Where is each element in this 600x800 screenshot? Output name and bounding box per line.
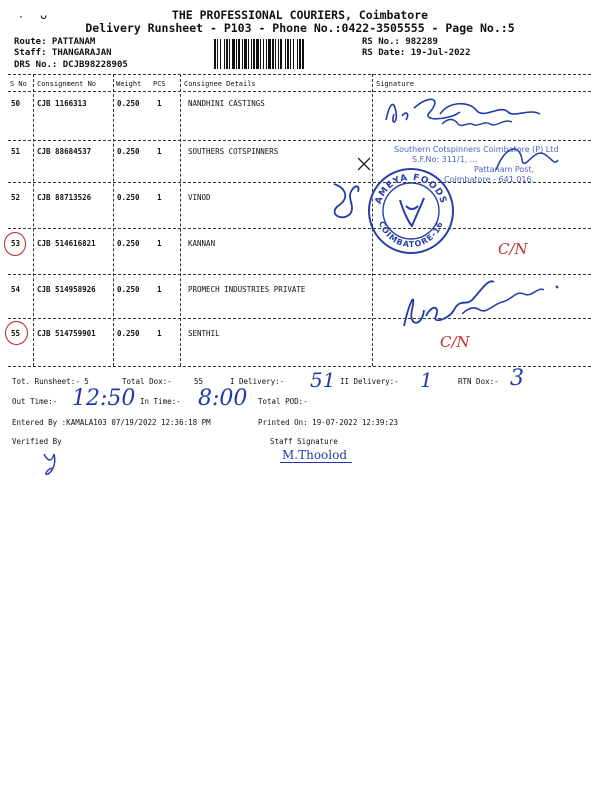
barcode-bar: [232, 39, 235, 69]
cell-consignee: SENTHIL: [188, 329, 220, 338]
signature-row51: [492, 140, 562, 180]
southern-stamp-line: Southern Cotspinners Coimbatore (P) Ltd: [394, 145, 559, 154]
barcode-bar: [285, 39, 286, 69]
barcode-bar: [238, 39, 240, 69]
in-time-value: 8:00: [198, 386, 248, 411]
cell-consignment: CJB 514759901: [37, 329, 96, 338]
ii-delivery-value: 1: [420, 368, 433, 392]
barcode-bar: [229, 39, 230, 69]
barcode-bar: [290, 39, 291, 69]
ii-delivery-label: II Delivery:-: [340, 377, 399, 386]
barcode-bar: [214, 39, 216, 69]
cell-sno: 53: [11, 239, 21, 248]
staff-label: Staff: THANGARAJAN: [14, 48, 112, 58]
barcode-bar: [248, 39, 249, 69]
corner-mark: ·: [18, 12, 25, 23]
cell-sno: 51: [11, 147, 21, 156]
col-header-sno: S No: [10, 80, 27, 88]
cell-sno: 52: [11, 193, 21, 202]
runsheet-title: Delivery Runsheet - P103 - Phone No.:0422-3505555 - Page No.:5: [85, 21, 515, 35]
cell-pcs: 1: [157, 329, 162, 338]
i-delivery-label: I Delivery:-: [230, 377, 285, 386]
barcode-bar: [256, 39, 259, 69]
cell-weight: 0.250: [117, 193, 140, 202]
cell-weight: 0.250: [117, 239, 140, 248]
barcode-bar: [293, 39, 294, 69]
barcode-bar: [268, 39, 271, 69]
route-label: Route: PATTANAM: [14, 37, 96, 47]
signature-row54: [396, 270, 566, 334]
barcode-bar: [260, 39, 261, 69]
in-time-label: In Time:-: [140, 397, 181, 406]
signature-row52: [326, 178, 366, 224]
cell-weight: 0.250: [117, 285, 140, 294]
barcode-bar: [280, 39, 282, 69]
barcode-bar: [275, 39, 276, 69]
out-time-value: 12:50: [72, 386, 136, 411]
tot-runsheet: Tot. Runsheet:- 5: [12, 377, 89, 386]
rtn-dox-value: 3: [510, 366, 524, 391]
table-top-rule: [8, 74, 591, 75]
cell-pcs: 1: [157, 193, 162, 202]
col-header-consignment: Consignment No: [37, 80, 97, 88]
barcode-bar: [287, 39, 289, 69]
staff-signature-underline: [280, 462, 352, 463]
col-header-pcs: PCS: [153, 80, 166, 88]
barcode-bar: [263, 39, 264, 69]
cn-annotation-53: C/N: [498, 240, 528, 258]
rtn-dox-label: RTN Dox:-: [458, 377, 499, 386]
barcode-bar: [217, 39, 218, 69]
staff-signature-value: M.Thoolod: [282, 448, 348, 462]
cell-pcs: 1: [157, 147, 162, 156]
barcode-bar: [278, 39, 279, 69]
barcode-bar: [302, 39, 304, 69]
barcode-bar: [236, 39, 237, 69]
printed-on: Printed On: 19-07-2022 12:39:23: [258, 418, 398, 427]
col-header-signature: Signature: [376, 80, 414, 88]
cell-consignee: VINOD: [188, 193, 211, 202]
southern-stamp-line: Pattanam Post,: [474, 165, 535, 174]
barcode-bar: [244, 39, 247, 69]
barcode-bar: [253, 39, 255, 69]
barcode-bar: [297, 39, 298, 69]
cell-consignment: CJB 1166313: [37, 99, 87, 108]
total-pod-label: Total POD:-: [258, 397, 308, 406]
barcode-bar: [266, 39, 267, 69]
entered-by: Entered By :KAMALA103 07/19/2022 12:36:18 PM: [12, 418, 211, 427]
cell-consignee: KANNAN: [188, 239, 216, 248]
cell-consignment: CJB 514616821: [37, 239, 96, 248]
rs-no-label: RS No.: 982289: [362, 37, 438, 47]
col-header-weight: Weight: [116, 80, 142, 88]
ameya-foods-stamp: [366, 166, 456, 256]
col-divider: [33, 74, 34, 366]
drs-label: DRS No.: DCJB98228905: [14, 60, 128, 70]
ameya-stamp-top-text: AMEYA FOODS: [373, 172, 449, 206]
cell-consignment: CJB 88713526: [37, 193, 92, 202]
col-divider: [113, 74, 114, 366]
cell-weight: 0.250: [117, 99, 140, 108]
total-dox-value: 55: [194, 377, 204, 386]
verified-signature: [40, 448, 64, 476]
cell-consignee: NANDHINI CASTINGS: [188, 99, 265, 108]
staff-signature-label: Staff Signature: [270, 437, 338, 446]
barcode-bar: [226, 39, 228, 69]
cell-weight: 0.250: [117, 147, 140, 156]
corner-mark: ᴗ: [40, 8, 48, 22]
cell-pcs: 1: [157, 285, 162, 294]
out-time-label: Out Time:-: [12, 397, 58, 406]
verified-by-label: Verified By: [12, 437, 62, 446]
cell-consignee: PROMECH INDUSTRIES PRIVATE: [188, 285, 306, 294]
southern-stamp-line: Coimbatore - 641 016.: [444, 175, 535, 184]
col-divider: [180, 74, 181, 366]
barcode-bar: [251, 39, 252, 69]
barcode-bar: [299, 39, 301, 69]
barcode: [214, 39, 338, 69]
cell-consignee: SOUTHERS COTSPINNERS: [188, 147, 279, 156]
signature-row50: [380, 90, 560, 138]
cell-pcs: 1: [157, 99, 162, 108]
cell-consignment: CJB 514958926: [37, 285, 96, 294]
cn-annotation-55: C/N: [440, 333, 470, 351]
row-rule: [8, 228, 591, 229]
barcode-bar: [220, 39, 221, 69]
total-dox-label: Total Dox:-: [122, 377, 172, 386]
cell-sno: 55: [11, 329, 21, 338]
barcode-bar: [242, 39, 243, 69]
cell-pcs: 1: [157, 239, 162, 248]
i-delivery-value: 51: [310, 368, 336, 392]
table-bottom-rule: [8, 366, 591, 367]
cell-consignment: CJB 88684537: [37, 147, 92, 156]
cell-weight: 0.250: [117, 329, 140, 338]
col-header-consignee: Consignee Details: [184, 80, 256, 88]
barcode-bar: [272, 39, 274, 69]
cell-sno: 50: [11, 99, 21, 108]
southern-stamp-line: S.F.No: 311/1, ...: [412, 155, 478, 164]
cell-sno: 54: [11, 285, 21, 294]
company-title: THE PROFESSIONAL COURIERS, Coimbatore: [171, 8, 429, 22]
ameya-stamp-bottom-text: COIMBATORE-16: [377, 219, 445, 250]
rs-date-label: RS Date: 19-Jul-2022: [362, 48, 471, 58]
barcode-bar: [224, 39, 225, 69]
